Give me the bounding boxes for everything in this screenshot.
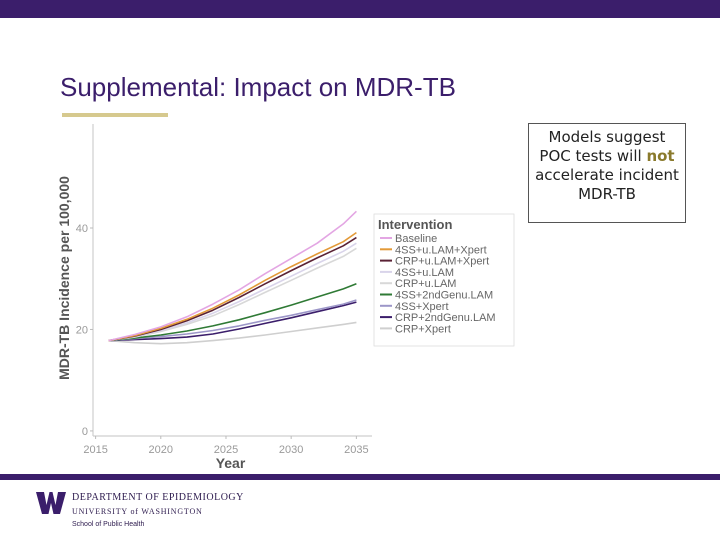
legend-entry-label: Baseline <box>395 233 438 245</box>
x-tick-label: 2020 <box>148 444 174 456</box>
x-tick-label: 2030 <box>278 444 304 456</box>
y-tick-label: 0 <box>81 425 88 438</box>
footer-school: School of Public Health <box>72 521 145 528</box>
callout-line-1: Models suggest <box>548 128 666 146</box>
callout-line-4: MDR-TB <box>578 185 636 203</box>
y-tick-label: 20 <box>75 324 88 337</box>
y-tick-label: 40 <box>75 223 88 235</box>
callout-emphasis: not <box>646 147 675 165</box>
slide-title: Supplemental: Impact on MDR-TB <box>60 72 456 102</box>
legend-entry-label: CRP+2ndGenu.LAM <box>395 312 496 325</box>
legend-title: Intervention <box>378 217 453 232</box>
x-tick-label: 2015 <box>83 444 108 456</box>
callout-box <box>528 123 686 223</box>
footer-branding <box>36 490 336 534</box>
legend-entry-label: CRP+u.LAM+Xpert <box>395 255 490 268</box>
footer-university: UNIVERSITY of WASHINGTON <box>72 507 203 516</box>
legend-entry-label: 4SS+2ndGenu.LAM <box>395 289 494 302</box>
y-axis-title: MDR-TB Incidence per 100,000 <box>56 176 72 380</box>
legend-entry-label: CRP+Xpert <box>395 323 451 336</box>
x-tick-label: 2035 <box>344 444 369 456</box>
x-tick-label: 2025 <box>213 444 239 456</box>
legend-entry-label: CRP+u.LAM <box>395 278 457 291</box>
legend-entry-label: 4SS+u.LAM <box>395 266 455 279</box>
bottom-banner-bar <box>0 474 720 480</box>
uw-logo-icon <box>36 492 66 514</box>
footer-department: DEPARTMENT OF EPIDEMIOLOGY <box>72 492 244 503</box>
x-axis-title: Year <box>215 455 246 471</box>
legend-entry-label: 4SS+Xpert <box>395 300 449 313</box>
callout-line-2-text: POC tests will <box>539 147 647 165</box>
series-line-4ss-u-lam-xpert <box>109 233 357 341</box>
callout-line-2 <box>529 147 685 166</box>
legend-entry-label: 4SS+u.LAM+Xpert <box>395 244 487 257</box>
callout-line-3: accelerate incident <box>535 166 679 184</box>
